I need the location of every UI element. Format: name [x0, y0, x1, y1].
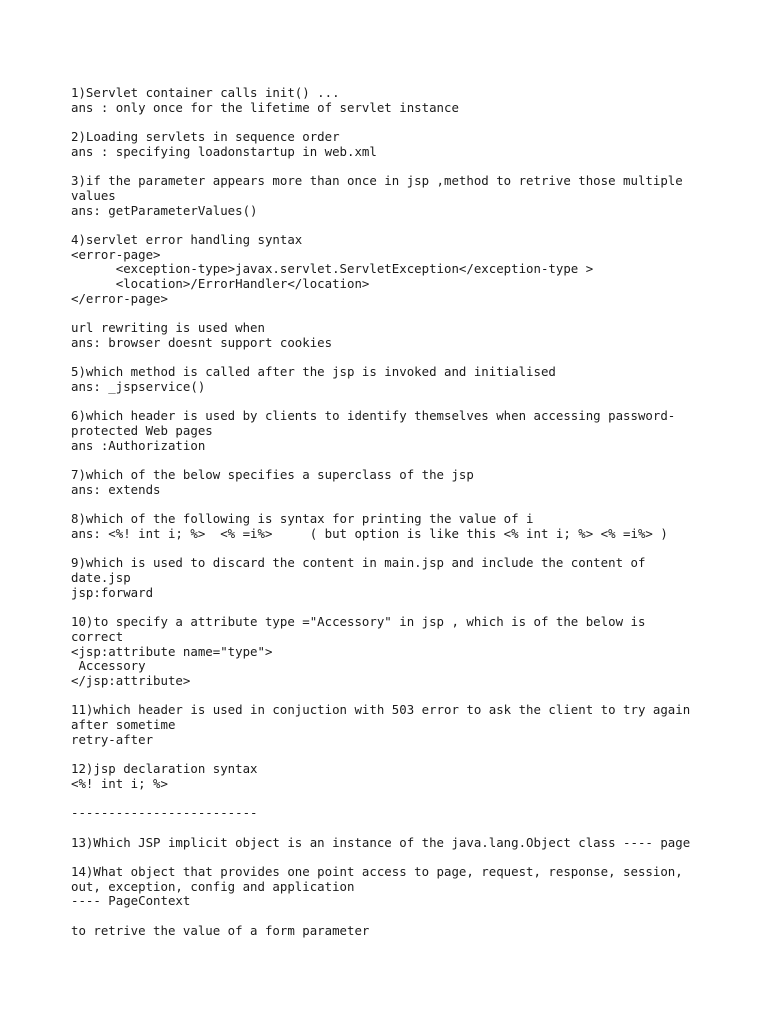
blank-line [71, 821, 751, 836]
text-line: ans : specifying loadonstartup in web.xml [71, 143, 377, 159]
text-line: ans : only once for the lifetime of servlet instance [71, 99, 459, 115]
code-line: <%! int i; %> [71, 775, 168, 791]
blank-line [71, 747, 751, 762]
code-line: <exception-type>javax.servlet.ServletException</exception-type > [71, 261, 594, 277]
text-line: 14)What object that provides one point access to page, request, response, session, [71, 864, 683, 880]
code-line: <error-page> [71, 246, 161, 262]
text-line: ans :Authorization [71, 437, 206, 453]
blank-line [71, 909, 751, 924]
text-line: correct [71, 628, 124, 644]
text-line: 1)Servlet container calls init() ... [71, 85, 340, 100]
blank-line [71, 307, 751, 322]
blank-line [71, 115, 751, 130]
text-line: 5)which method is called after the jsp is invoked and initialised [71, 364, 556, 380]
text-line: after sometime [71, 717, 176, 733]
blank-line [71, 218, 751, 233]
text-line: values [71, 187, 116, 203]
text-line: 4)servlet error handling syntax [71, 231, 303, 247]
blank-line [71, 850, 751, 865]
text-line: 13)Which JSP implicit object is an instance of the java.lang.Object class ---- page [71, 834, 691, 850]
text-line: to retrive the value of a form parameter [71, 922, 370, 938]
blank-line [71, 792, 751, 807]
separator-line: ------------------------- [71, 805, 258, 821]
text-line: 3)if the parameter appears more than once in jsp ,method to retrive those multiple [71, 173, 683, 189]
blank-line [71, 600, 751, 615]
blank-line [71, 351, 751, 366]
text-line: jsp:forward [71, 584, 154, 600]
text-line: date.jsp [71, 570, 131, 586]
text-line: 11)which header is used in conjuction with 503 error to ask the client to try again [71, 702, 691, 718]
code-line: </error-page> [71, 290, 168, 306]
text-line: ---- PageContext [71, 893, 191, 909]
text-line: 9)which is used to discard the content in main.jsp and include the content of [71, 555, 646, 571]
text-line: 12)jsp declaration syntax [71, 761, 258, 777]
text-line: ans: getParameterValues() [71, 202, 258, 218]
text-line: ans: browser doesnt support cookies [71, 334, 333, 350]
blank-line [71, 395, 751, 410]
text-line: 2)Loading servlets in sequence order [71, 129, 340, 145]
text-line: ans: extends [71, 481, 161, 497]
text-line: 8)which of the following is syntax for printing the value of i [71, 511, 534, 527]
blank-line [71, 689, 751, 704]
code-line: <jsp:attribute name="type"> [71, 643, 273, 659]
text-line: ans: _jspservice() [71, 378, 206, 394]
code-line: </jsp:attribute> [71, 672, 191, 688]
document-page [71, 86, 751, 939]
blank-line [71, 160, 751, 175]
text-line: url rewriting is used when [71, 320, 265, 336]
blank-line [71, 498, 751, 513]
text-line: ans: <%! int i; %> <% =i%> ( but option is like this <% int i; %> <% =i%> ) [71, 525, 668, 541]
blank-line [71, 542, 751, 557]
text-line: 10)to specify a attribute type ="Accessory" in jsp , which is of the below is [71, 614, 646, 630]
text-line: 7)which of the below specifies a superclass of the jsp [71, 467, 474, 483]
text-line: out, exception, config and application [71, 878, 355, 894]
code-line: Accessory [71, 658, 146, 674]
text-line: 6)which header is used by clients to identify themselves when accessing password- [71, 408, 676, 424]
text-line: protected Web pages [71, 423, 213, 439]
blank-line [71, 453, 751, 468]
text-line: retry-after [71, 731, 154, 747]
code-line: <location>/ErrorHandler</location> [71, 276, 370, 292]
